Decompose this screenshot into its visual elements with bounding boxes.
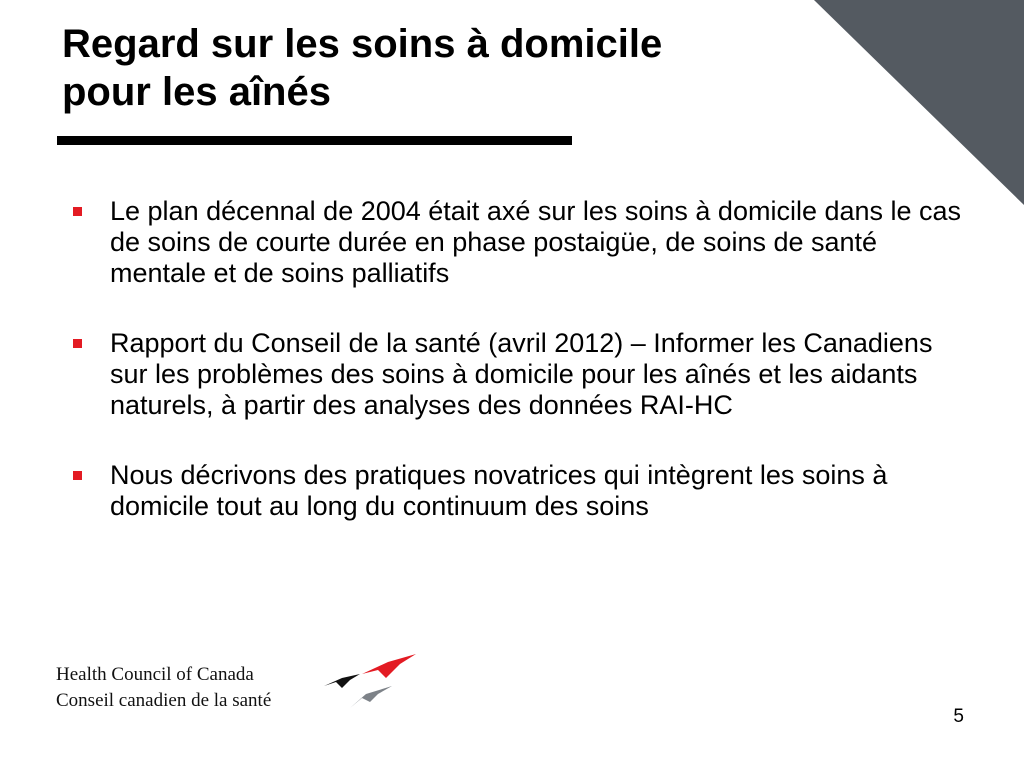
- bullet-text: Nous décrivons des pratiques novatrices qui intègrent les soins à domicile tout au long du continuum des soins: [110, 460, 888, 521]
- red-square-bullet-icon: [73, 471, 82, 480]
- bullet-item: [72, 328, 972, 421]
- title-underline-bar: [57, 136, 572, 145]
- red-square-bullet-icon: [73, 207, 82, 216]
- slide-title: [62, 20, 662, 116]
- bullet-text: Rapport du Conseil de la santé (avril 2012) – Informer les Canadiens sur les problèmes des soins à domicile pour les aînés et les aidants naturels, à partir des analyses des données RAI-HC: [110, 328, 933, 420]
- org-name-french: Conseil canadien de la santé: [56, 690, 272, 711]
- corner-decoration: [814, 0, 1024, 205]
- organization-logo-text: [56, 662, 271, 714]
- org-name-english: Health Council of Canada: [56, 664, 254, 685]
- birds-logo-icon: [320, 652, 420, 714]
- bullet-list: [72, 196, 972, 522]
- bullet-text: Le plan décennal de 2004 était axé sur les soins à domicile dans le cas de soins de courte durée en phase postaigüe, de soins de santé mentale et de soins palliatifs: [110, 196, 962, 288]
- bullet-item: [72, 196, 972, 289]
- title-line-1: Regard sur les soins à domicile: [62, 22, 663, 66]
- red-square-bullet-icon: [73, 339, 82, 348]
- bullet-item: [72, 460, 972, 522]
- page-number: 5: [953, 706, 964, 727]
- title-line-2: pour les aînés: [62, 70, 331, 114]
